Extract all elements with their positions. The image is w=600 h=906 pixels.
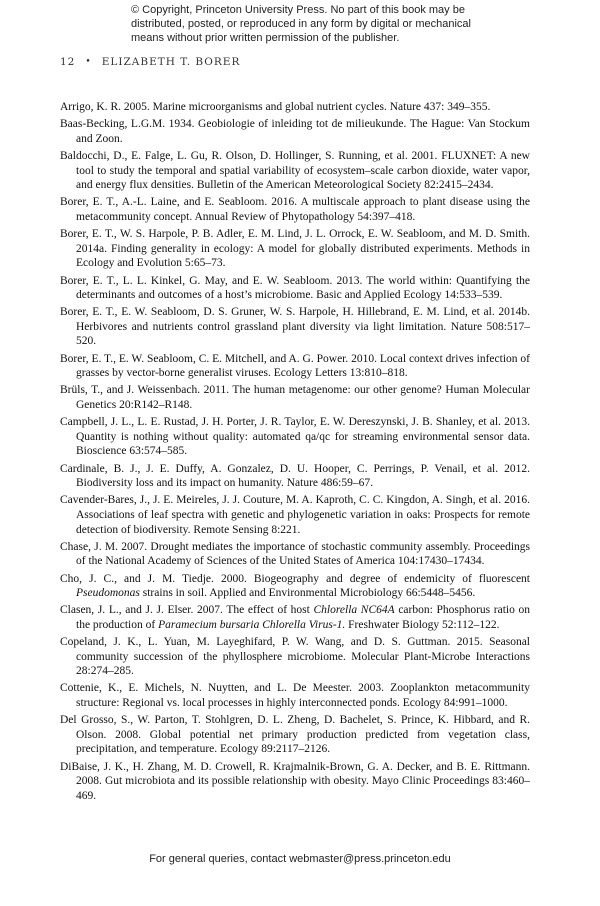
- copyright-line: distributed, posted, or reproduced in any form by digital or mechanical: [131, 18, 471, 30]
- species-name: Chlorella NC64A: [313, 604, 395, 617]
- page-number: 12: [60, 56, 76, 68]
- reference-item: DiBaise, J. K., H. Zhang, M. D. Crowell, R. Krajmalnik-Brown, G. A. Decker, and B. E. Rittmann. 2008. Gut microbiota and its possible relationship with obesity. Mayo Clinic Proceedings 83:460–469.: [60, 760, 530, 802]
- reference-text: Clasen, J. L., and J. J. Elser. 2007. The effect of host: [60, 604, 314, 617]
- copyright-line: © Copyright, Princeton University Press. No part of this book may be: [131, 4, 465, 16]
- running-header: [60, 54, 240, 70]
- copyright-line: means without prior written permission of the publisher.: [131, 32, 400, 44]
- reference-item: [60, 603, 530, 632]
- species-name: Pseudomonas: [76, 587, 140, 600]
- reference-item: Del Grosso, S., W. Parton, T. Stohlgren, D. L. Zheng, D. Bachelet, S. Prince, K. Hibbard, and R. Olson. 2008. Global potential net primary production predicted from vegetation class, precipitation, and temperature. Ecology 89:2117–2126.: [60, 714, 530, 756]
- reference-item: Cottenie, K., E. Michels, N. Nuytten, and L. De Meester. 2003. Zooplankton metacommunity structure: Regional vs. local processes in highly interconnected ponds. Ecology 84:991–1000.: [60, 682, 530, 710]
- reference-item: [60, 572, 530, 601]
- copyright-notice: [131, 3, 491, 45]
- reference-text: strains in soil. Applied and Environmental Microbiology 66:5448–5456.: [139, 587, 476, 600]
- reference-item: Arrigo, K. R. 2005. Marine microorganisms and global nutrient cycles. Nature 437: 349–355.: [60, 101, 491, 113]
- reference-text: Freshwater Biology 52:112–122.: [345, 618, 500, 631]
- reference-list: [60, 100, 530, 806]
- reference-item: Campbell, J. L., L. E. Rustad, J. H. Porter, J. R. Taylor, E. W. Dereszynski, J. B. Shanley, et al. 2013. Quantity is nothing without quality: automated qa/qc for streaming environmental sensor data. Bioscience 63:574–585.: [60, 416, 530, 458]
- reference-text: Cho, J. C., and J. M. Tiedje. 2000. Biogeography and degree of endemicity of fluorescent: [60, 572, 530, 585]
- reference-text: carbon: Phosphorus ratio on the production of: [76, 604, 530, 631]
- footer-contact: For general queries, contact webmaster@press.princeton.edu: [149, 853, 451, 865]
- reference-item: Chase, J. M. 2007. Drought mediates the importance of stochastic community assembly. Proceedings of the National Academy of Sciences of the United States of America 104:17430–17434.: [60, 540, 530, 568]
- reference-item: Brüls, T., and J. Weissenbach. 2011. The human metagenome: our other genome? Human Molecular Genetics 20:R142–R148.: [60, 384, 530, 412]
- reference-item: Copeland, J. K., L. Yuan, M. Layeghifard, P. W. Wang, and D. S. Guttman. 2015. Seasonal community succession of the phyllosphere microbiome. Molecular Plant-Microbe Interactions 28:274–285.: [60, 636, 530, 678]
- reference-item: Borer, E. T., E. W. Seabloom, D. S. Gruner, W. S. Harpole, H. Hillebrand, E. M. Lind, et al. 2014b. Herbivores and nutrients control grassland plant diversity via light limitation. Nature 508:517–520.: [60, 306, 530, 348]
- reference-item: Borer, E. T., L. L. Kinkel, G. May, and E. W. Seabloom. 2013. The world within: Quantifying the determinants and outcomes of a host’s microbiome. Basic and Applied Ecology 14:533–539.: [60, 274, 530, 302]
- reference-item: Baas-Becking, L.G.M. 1934. Geobiologie of inleiding tot de milieukunde. The Hague: Van Stockum and Zoon.: [60, 118, 530, 145]
- species-name: Paramecium bursaria Chlorella Virus-1.: [158, 618, 346, 631]
- running-head-author: ELIZABETH T. BORER: [101, 56, 241, 68]
- reference-item: Borer, E. T., E. W. Seabloom, C. E. Mitchell, and A. G. Power. 2010. Local context drives infection of grasses by vector-borne generalist viruses. Ecology Letters 13:810–818.: [60, 352, 530, 380]
- reference-item: Cardinale, B. J., J. E. Duffy, A. Gonzalez, D. U. Hooper, C. Perrings, P. Venail, et al. 2012. Biodiversity loss and its impact on humanity. Nature 486:59–67.: [60, 462, 530, 490]
- reference-item: Borer, E. T., A.-L. Laine, and E. Seabloom. 2016. A multiscale approach to plant disease using the metacommunity concept. Annual Review of Phytopathology 54:397–418.: [60, 196, 530, 223]
- reference-item: Borer, E. T., W. S. Harpole, P. B. Adler, E. M. Lind, J. L. Orrock, E. W. Seabloom, and M. D. Smith. 2014a. Finding generality in ecology: A model for globally distributed experiments. Methods in Ecology and Evolution 5:65–73.: [60, 228, 530, 270]
- header-separator: •: [85, 57, 92, 67]
- reference-item: Cavender-Bares, J., J. E. Meireles, J. J. Couture, M. A. Kaproth, C. C. Kingdon, A. Singh, et al. 2016. Associations of leaf spectra with genetic and phylogenetic variation in oaks: Prospects for remote detection of biodiversity. Remote Sensing 8:221.: [60, 494, 530, 536]
- reference-item: Baldocchi, D., E. Falge, L. Gu, R. Olson, D. Hollinger, S. Running, et al. 2001. FLUXNET: A new tool to study the temporal and spatial variability of ecosystem–scale carbon dioxide, water vapor, and energy flux densities. Bulletin of the American Meteorological Society 82:2415–2434.: [60, 149, 530, 192]
